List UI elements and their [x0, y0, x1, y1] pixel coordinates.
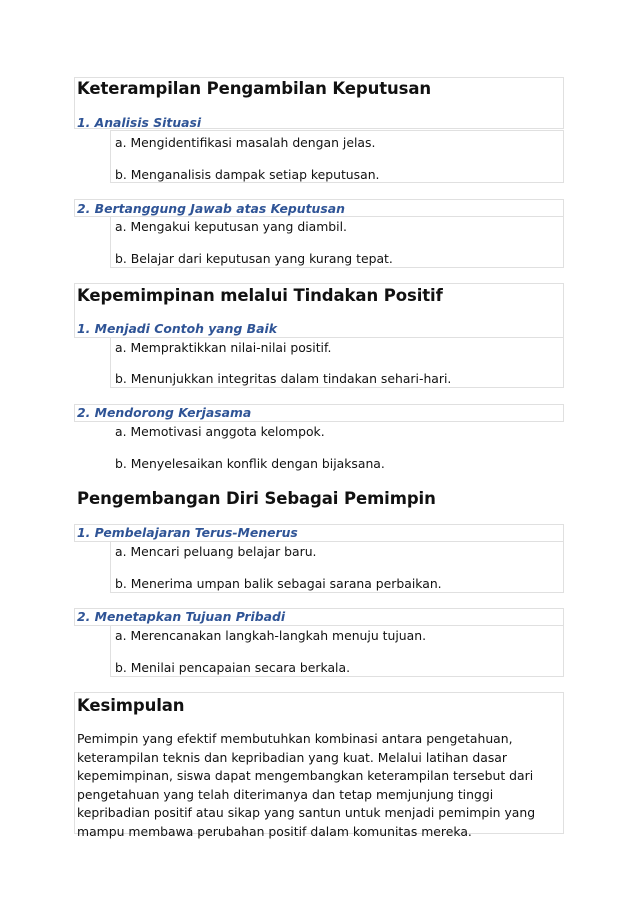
list-item: a. Mencari peluang belajar baru.: [115, 544, 317, 559]
conclusion-paragraph: Pemimpin yang efektif membutuhkan kombinasi antara pengetahuan, keterampilan teknis dan kepribadian yang kuat. Melalui latihan dasar kepemimpinan, siswa dapat mengembangkan keterampilan tersebut dari pengetahuan yang telah diterimanya dan tetap memjunjung tinggi kepribadian positif atau sikap yang santun untuk menjadi pemimpin yang mampu membawa perubahan positif dalam komunitas mereka.: [77, 731, 536, 839]
list-item: b. Menyelesaikan konflik dengan bijaksana.: [115, 456, 385, 471]
list-item: b. Menganalisis dampak setiap keputusan.: [115, 167, 380, 182]
conclusion-heading: Kesimpulan: [77, 696, 185, 715]
subsection-title: 1. Pembelajaran Terus-Menerus: [77, 525, 298, 540]
section-heading: Pengembangan Diri Sebagai Pemimpin: [77, 489, 436, 508]
list-item: a. Merencanakan langkah-langkah menuju tujuan.: [115, 628, 427, 643]
list-item: a. Mengakui keputusan yang diambil.: [115, 219, 347, 234]
list-item: a. Memotivasi anggota kelompok.: [115, 424, 325, 439]
list-item: b. Menunjukkan integritas dalam tindakan sehari-hari.: [115, 371, 452, 386]
subsection-title: 2. Mendorong Kerjasama: [77, 405, 252, 420]
list-item: b. Menilai pencapaian secara berkala.: [115, 660, 351, 675]
list-item: b. Menerima umpan balik sebagai sarana perbaikan.: [115, 576, 442, 591]
subsection-title: 1. Analisis Situasi: [77, 115, 202, 130]
subsection-title: 2. Bertanggung Jawab atas Keputusan: [77, 201, 345, 216]
list-item: b. Belajar dari keputusan yang kurang tepat.: [115, 251, 393, 266]
subsection-title: 1. Menjadi Contoh yang Baik: [77, 321, 277, 336]
list-item: a. Mengidentifikasi masalah dengan jelas.: [115, 135, 376, 150]
subsection-title: 2. Menetapkan Tujuan Pribadi: [77, 609, 286, 624]
section-heading: Keterampilan Pengambilan Keputusan: [77, 79, 432, 98]
section-heading: Kepemimpinan melalui Tindakan Positif: [77, 286, 443, 305]
list-item: a. Mempraktikkan nilai-nilai positif.: [115, 340, 332, 355]
